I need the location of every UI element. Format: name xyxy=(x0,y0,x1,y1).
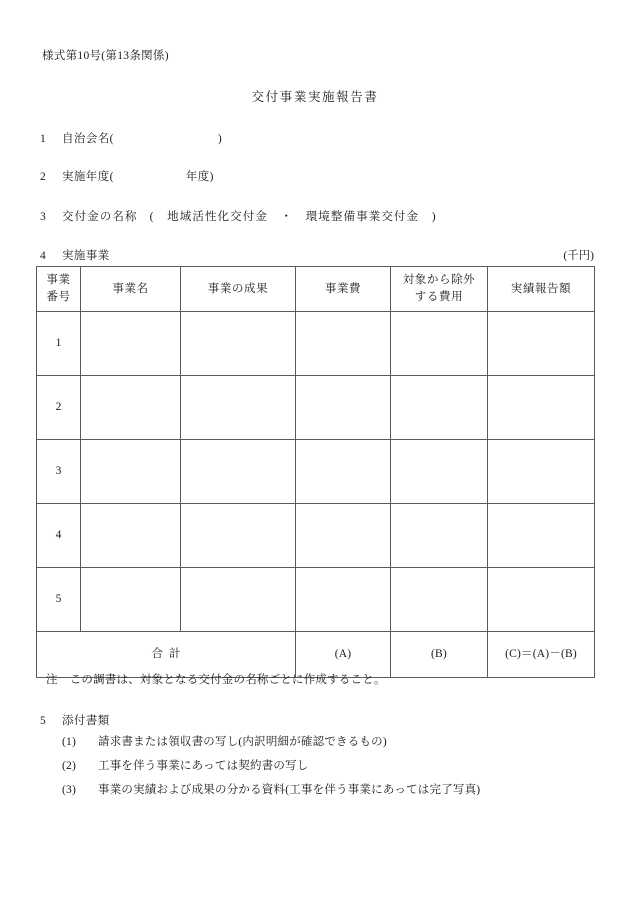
table-unit-label: (千円) xyxy=(563,250,594,262)
cell-excluded-cost[interactable] xyxy=(391,312,488,376)
field-label-3: 交付金の名称 xyxy=(62,211,138,223)
list-item-marker: (1) xyxy=(62,736,77,748)
form-code: 様式第10号(第13条関係) xyxy=(42,50,169,62)
cell-project-cost[interactable] xyxy=(296,504,391,568)
field-number-3: 3 xyxy=(40,211,47,223)
cell-excluded-cost[interactable] xyxy=(391,376,488,440)
total-reported[interactable]: (C)＝(A)－(B) xyxy=(488,632,595,678)
cell-project-result[interactable] xyxy=(181,376,296,440)
cell-excluded-cost[interactable] xyxy=(391,568,488,632)
field-implemented-projects xyxy=(40,247,110,263)
cell-project-name[interactable] xyxy=(81,568,181,632)
cell-project-result[interactable] xyxy=(181,312,296,376)
field-fiscal-year xyxy=(40,168,214,184)
column-header-reported-amount: 実績報告額 xyxy=(488,267,595,312)
field-label-4: 実施事業 xyxy=(62,250,110,262)
list-item-text: 事業の実績および成果の分かる資料(工事を伴う事業にあっては完了写真) xyxy=(98,784,481,796)
total-cost[interactable]: (A) xyxy=(296,632,391,678)
table-row xyxy=(37,504,595,568)
list-item xyxy=(62,757,480,773)
total-label: 合計 xyxy=(37,632,296,678)
projects-table xyxy=(36,266,595,678)
field-number-1: 1 xyxy=(40,133,47,145)
list-item xyxy=(62,781,480,797)
list-item-text: 請求書または領収書の写し(内訳明細が確認できるもの) xyxy=(98,736,387,748)
column-header-project-cost: 事業費 xyxy=(296,267,391,312)
cell-project-name[interactable] xyxy=(81,504,181,568)
cell-reported-amount[interactable] xyxy=(488,504,595,568)
cell-project-cost[interactable] xyxy=(296,376,391,440)
projects-table-wrap xyxy=(36,266,594,678)
attachments-title: 添付書類 xyxy=(62,715,110,727)
list-item xyxy=(62,733,480,749)
cell-project-number: 3 xyxy=(37,440,81,504)
cell-project-result[interactable] xyxy=(181,504,296,568)
list-item-marker: (2) xyxy=(62,760,77,772)
field-association-name xyxy=(40,130,222,146)
header-line-2: 番号 xyxy=(46,291,71,303)
header-line-1: 対象から除外 xyxy=(402,274,476,287)
cell-project-cost[interactable] xyxy=(296,312,391,376)
note-marker: 注 xyxy=(46,674,58,686)
column-header-project-result: 事業の成果 xyxy=(181,267,296,312)
table-note xyxy=(46,671,386,687)
attachments-number: 5 xyxy=(40,715,47,727)
table-row xyxy=(37,440,595,504)
cell-reported-amount[interactable] xyxy=(488,312,595,376)
column-header-project-number xyxy=(37,267,81,312)
field-number-2: 2 xyxy=(40,171,47,183)
cell-reported-amount[interactable] xyxy=(488,376,595,440)
cell-reported-amount[interactable] xyxy=(488,568,595,632)
column-header-project-name: 事業名 xyxy=(81,267,181,312)
table-header-row xyxy=(37,267,595,312)
cell-project-cost[interactable] xyxy=(296,440,391,504)
header-line-2: する費用 xyxy=(414,291,464,303)
field-trailing-1: ) xyxy=(217,133,223,145)
cell-project-name[interactable] xyxy=(81,440,181,504)
note-text: この調書は、対象となる交付金の名称ごとに作成すること。 xyxy=(69,674,386,686)
attachments-heading xyxy=(40,712,110,728)
field-grant-name xyxy=(40,208,437,224)
field-trailing-2: 年度) xyxy=(185,171,214,183)
field-grant-options: ( 地域活性化交付金 ・ 環境整備事業交付金 ) xyxy=(149,211,437,223)
cell-excluded-cost[interactable] xyxy=(391,440,488,504)
table-row xyxy=(37,568,595,632)
field-label-1: 自治会名( xyxy=(62,133,114,145)
cell-excluded-cost[interactable] xyxy=(391,504,488,568)
cell-project-number: 1 xyxy=(37,312,81,376)
cell-project-name[interactable] xyxy=(81,376,181,440)
cell-project-result[interactable] xyxy=(181,568,296,632)
field-number-4: 4 xyxy=(40,250,47,262)
list-item-marker: (3) xyxy=(62,784,77,796)
table-row xyxy=(37,312,595,376)
cell-project-name[interactable] xyxy=(81,312,181,376)
field-label-2: 実施年度( xyxy=(62,171,114,183)
cell-project-result[interactable] xyxy=(181,440,296,504)
cell-project-number: 4 xyxy=(37,504,81,568)
table-row xyxy=(37,376,595,440)
cell-project-number: 2 xyxy=(37,376,81,440)
table-body xyxy=(37,312,595,678)
list-item-text: 工事を伴う事業にあっては契約書の写し xyxy=(98,760,309,772)
column-header-excluded-cost xyxy=(391,267,488,312)
total-excluded[interactable]: (B) xyxy=(391,632,488,678)
cell-project-cost[interactable] xyxy=(296,568,391,632)
cell-project-number: 5 xyxy=(37,568,81,632)
page-title: 交付事業実施報告書 xyxy=(251,90,379,104)
attachments-list xyxy=(62,733,480,805)
header-line-1: 事業 xyxy=(46,274,71,287)
cell-reported-amount[interactable] xyxy=(488,440,595,504)
